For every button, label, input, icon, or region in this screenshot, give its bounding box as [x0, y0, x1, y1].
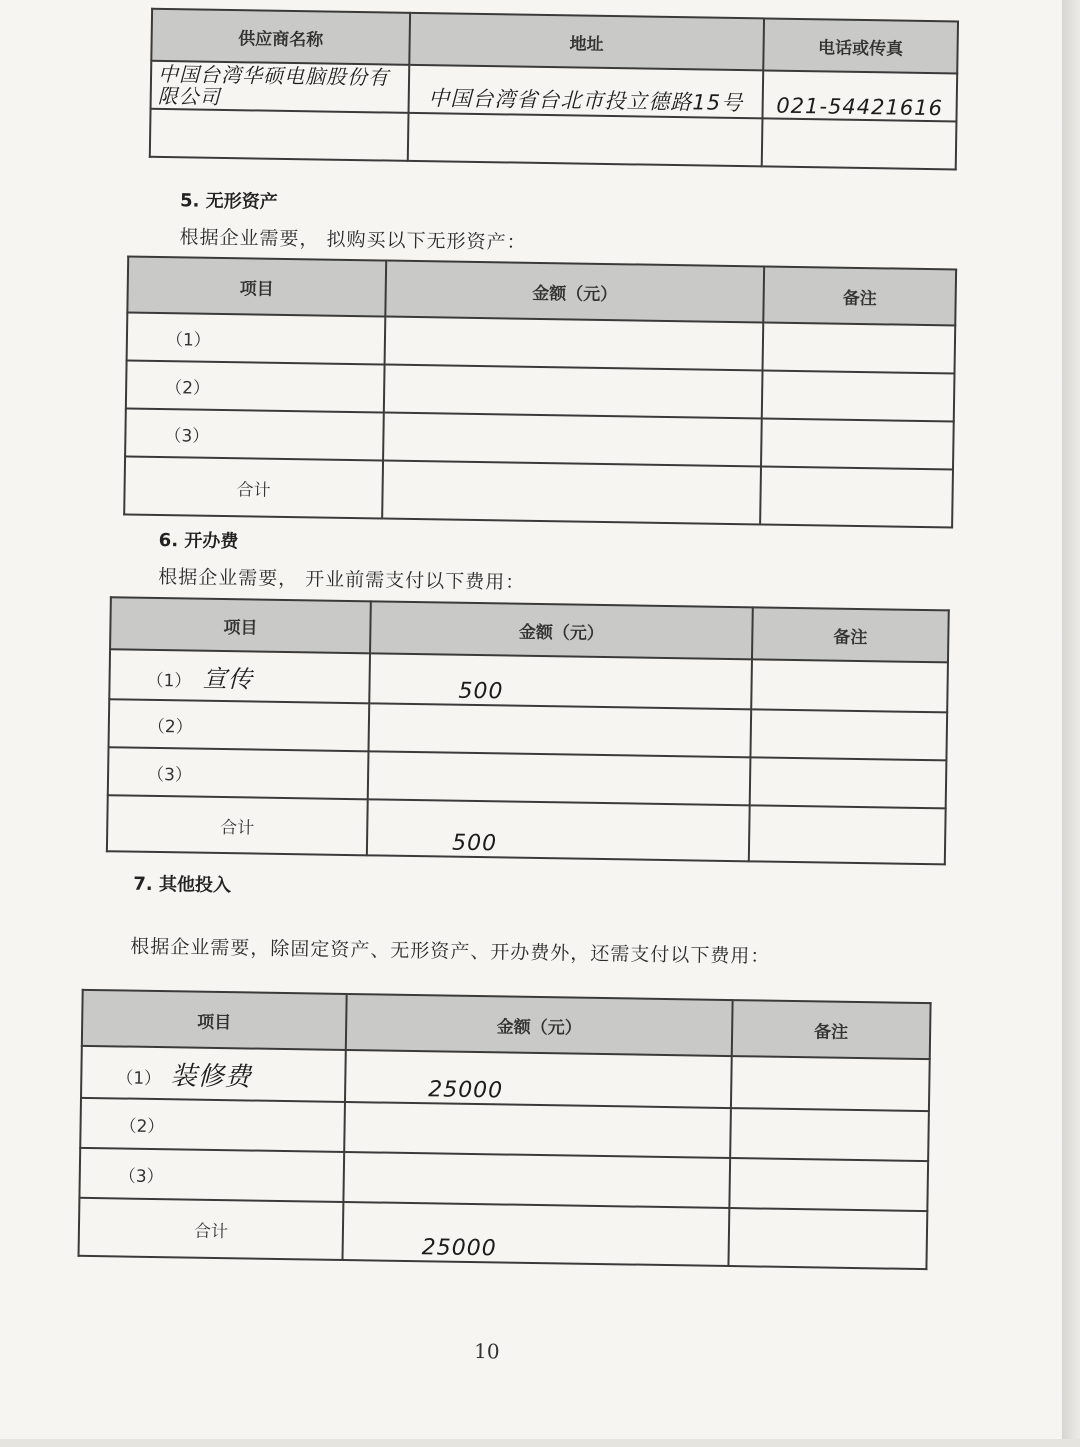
startup-costs-table [106, 596, 950, 865]
section5-intro: 根据企业需要， 拟购买以下无形资产： [179, 226, 527, 254]
header-remark: 备注 [752, 607, 949, 662]
section6-intro: 根据企业需要， 开业前需支付以下费用： [158, 565, 526, 594]
row-label: （1） [127, 312, 386, 364]
header-remark: 备注 [732, 1000, 931, 1059]
amount-cell [384, 365, 763, 419]
remark-cell [760, 466, 953, 527]
amount-cell [368, 751, 751, 805]
remark-cell [731, 1056, 930, 1111]
supplier-empty-cell [762, 118, 957, 169]
remark-cell [750, 709, 947, 760]
total-label: 合计 [107, 795, 368, 855]
header-supplier-name: 供应商名称 [151, 9, 410, 65]
row-label: （2） [109, 699, 370, 751]
amount-cell: 500 [369, 653, 752, 709]
item-name: 宣传 [202, 664, 254, 693]
total-label: 合计 [124, 456, 383, 518]
remark-cell [750, 757, 947, 808]
supplier-empty-cell [408, 113, 763, 167]
row-label: （3） [125, 408, 384, 460]
supplier-table [149, 8, 959, 171]
header-amount: 金额（元） [346, 994, 733, 1056]
remark-cell [751, 659, 948, 712]
total-amount-cell: 500 [367, 799, 750, 861]
amount-cell [343, 1152, 730, 1208]
header-amount: 金额（元） [370, 601, 753, 659]
header-address: 地址 [409, 13, 764, 71]
item-name: 装修费 [170, 1060, 252, 1093]
other-inputs-table [78, 989, 932, 1270]
section7-intro: 根据企业需要，除固定资产、无形资产、开办费外，还需支付以下费用： [130, 935, 771, 968]
header-phone: 电话或传真 [763, 18, 958, 73]
section5-heading: 5. 无形资产 [179, 190, 278, 213]
remark-cell [729, 1158, 928, 1211]
header-item: 项目 [110, 597, 371, 653]
supplier-empty-cell [150, 109, 409, 161]
amount-cell: 25000 [345, 1050, 732, 1108]
row-label: （2） [126, 360, 385, 412]
page-number: 10 [473, 1339, 500, 1364]
row-1 [81, 1046, 346, 1102]
total-amount-cell [382, 461, 761, 525]
row-1 [109, 649, 370, 703]
header-remark: 备注 [763, 266, 956, 325]
row-label: （2） [80, 1098, 345, 1152]
remark-cell [728, 1208, 927, 1269]
supplier-address-cell: 中国台湾省台北市投立德路15号 [409, 65, 764, 119]
amount-cell [368, 703, 751, 757]
amount-cell [344, 1102, 731, 1158]
row-label: （3） [108, 747, 369, 799]
header-amount: 金额（元） [385, 261, 764, 323]
header-item: 项目 [127, 256, 386, 316]
amount-cell [385, 317, 764, 371]
remark-cell [730, 1108, 929, 1161]
amount-cell [383, 413, 762, 467]
section6-heading: 6. 开办费 [158, 529, 239, 553]
section7-heading: 7. 其他投入 [133, 873, 232, 897]
total-label: 合计 [79, 1198, 344, 1260]
remark-cell [763, 322, 956, 373]
row-label: （1） [116, 1067, 162, 1089]
total-amount-cell: 25000 [342, 1202, 729, 1266]
header-item: 项目 [82, 990, 347, 1050]
supplier-name-cell: 中国台湾华硕电脑股份有限公司 [151, 61, 410, 113]
intangible-assets-table [123, 255, 957, 528]
remark-cell [749, 805, 946, 864]
row-label: （3） [79, 1148, 344, 1202]
supplier-phone-cell: 021-54421616 [762, 70, 957, 121]
remark-cell [761, 418, 954, 469]
row-label: （1） [146, 670, 192, 692]
remark-cell [762, 370, 955, 421]
